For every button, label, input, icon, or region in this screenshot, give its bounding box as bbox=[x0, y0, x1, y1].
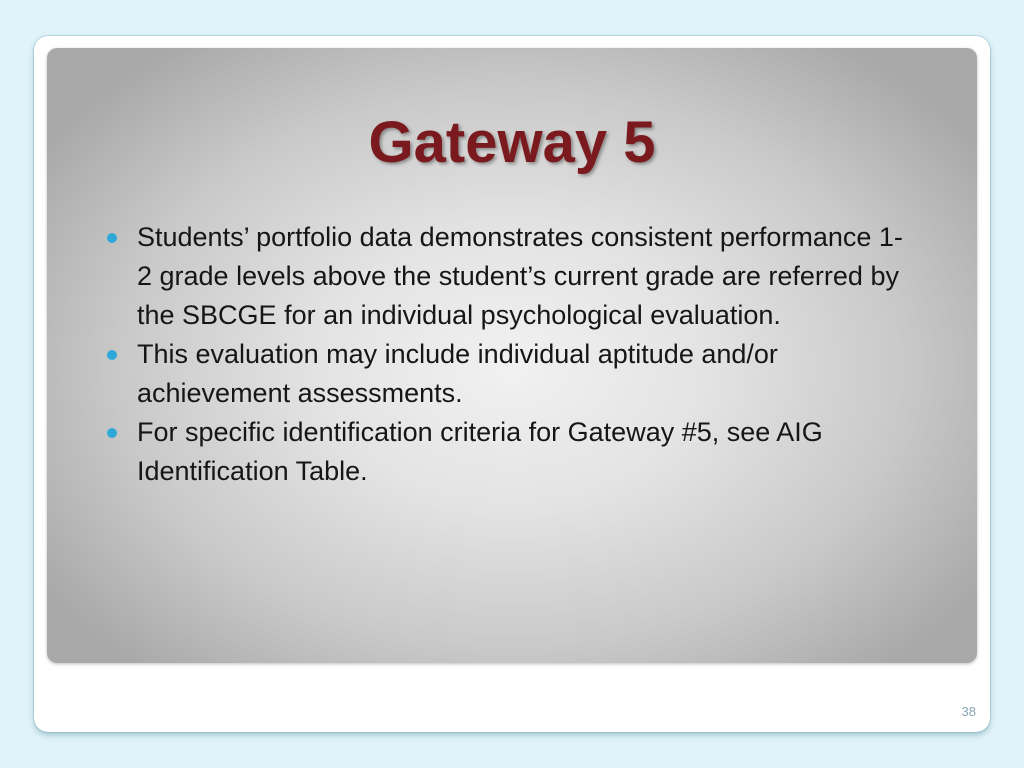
bullet-list bbox=[105, 218, 905, 491]
bullet-text: This evaluation may include individual aptitude and/or achievement assessments. bbox=[137, 339, 778, 408]
bullet-dot-icon bbox=[107, 350, 117, 360]
bullet-text: For specific identification criteria for Gateway #5, see AIG Identification Table. bbox=[137, 417, 823, 486]
slide-title: Gateway 5 bbox=[368, 110, 656, 175]
page-number: 38 bbox=[961, 704, 976, 719]
bullet-item bbox=[105, 335, 905, 413]
bullet-dot-icon bbox=[107, 233, 117, 243]
bullet-item bbox=[105, 413, 905, 491]
bullet-text: Students’ portfolio data demonstrates consistent performance 1-2 grade levels above the student’s current grade are referred by the SBCGE for an individual psychological evaluation. bbox=[137, 222, 903, 330]
bullet-dot-icon bbox=[107, 428, 117, 438]
bullet-item bbox=[105, 218, 905, 335]
